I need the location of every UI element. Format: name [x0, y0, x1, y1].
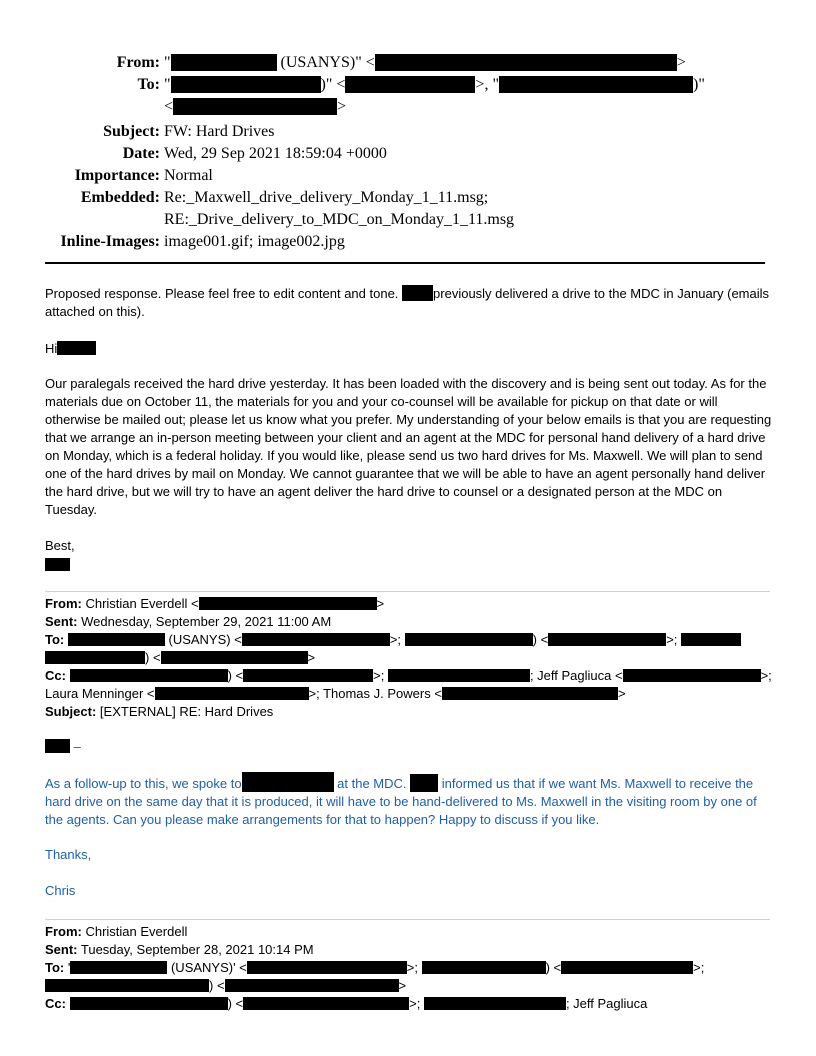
redaction-box: [45, 739, 70, 753]
redaction-box: [68, 633, 165, 646]
redaction-box: [442, 687, 618, 700]
redaction-box: [225, 979, 399, 992]
redaction-box: [375, 54, 677, 71]
redaction-box: [548, 633, 666, 646]
redaction-box: [410, 774, 438, 792]
header-embedded-row: Embedded: Re:_Maxwell_drive_delivery_Monday_1_11.msg;: [40, 187, 770, 209]
msg2-from-line: From: Christian Everdell: [45, 924, 188, 939]
redaction-box: [45, 651, 145, 664]
header-to-row: To: " )" < >, " )": [40, 74, 770, 96]
to-label: To:: [137, 76, 160, 93]
importance-value: Normal: [164, 167, 213, 184]
msg1-body: As a follow-up to this, we spoke to at the MDC. informed us that if we want Ms. Maxwell to receive the hard drive on the same day that it is produced, it will have to be hand-delivered to Ms. Maxwell in the visiting room by one of the agents. Can you please make arrangements for that to happen? Happy to discuss if you like.: [45, 775, 773, 829]
redaction-box: [70, 997, 228, 1010]
redaction-box: [45, 558, 70, 571]
msg2-sent-line: Sent: Tuesday, September 28, 2021 10:14 PM: [45, 942, 314, 957]
redaction-box: [173, 98, 337, 115]
redaction-box: [70, 669, 228, 682]
redaction-box: [402, 285, 433, 301]
redaction-box: [623, 669, 761, 682]
embedded-attachment-1[interactable]: Re:_Maxwell_drive_delivery_Monday_1_11.msg;: [164, 189, 489, 206]
header-date-row: Date: Wed, 29 Sep 2021 18:59:04 +0000: [40, 143, 770, 165]
header-inline-images-row: Inline-Images: image001.gif; image002.jpg: [40, 231, 770, 253]
redaction-box: [243, 997, 409, 1010]
msg1-cc-line-continued: Laura Menninger < >; Thomas J. Powers < >: [45, 686, 626, 701]
redaction-box: [247, 961, 407, 974]
redaction-box: [199, 597, 377, 610]
msg1-salutation: –: [45, 738, 773, 756]
redaction-box: [161, 651, 308, 664]
message-separator: [45, 919, 770, 920]
header-from-row: From: " (USANYS)" < >: [40, 52, 770, 74]
msg2-to-line-continued: ) < >: [45, 977, 775, 995]
intro-paragraph: Proposed response. Please feel free to edit content and tone. previously delivered a drive to the MDC in January (emails attached on this).: [45, 286, 770, 319]
redaction-box: [499, 76, 693, 93]
greeting: Hi: [45, 340, 773, 358]
embedded-attachment-2[interactable]: RE:_Drive_delivery_to_MDC_on_Monday_1_11.msg: [164, 211, 515, 228]
redaction-box: [171, 54, 277, 71]
msg1-subject-line: Subject: [EXTERNAL] RE: Hard Drives: [45, 704, 274, 719]
redaction-box: [424, 997, 566, 1010]
redaction-box: [242, 772, 334, 792]
redaction-box: [70, 961, 167, 974]
redaction-box: [388, 669, 530, 682]
msg1-signature: Chris: [45, 883, 76, 898]
inline-images-value[interactable]: image001.gif; image002.jpg: [164, 233, 345, 250]
header-importance-row: Importance: Normal: [40, 165, 770, 187]
redaction-box: [45, 979, 209, 992]
header-embedded-row-continued: [40, 209, 770, 231]
msg1-sent-line: Sent: Wednesday, September 29, 2021 11:00 AM: [45, 614, 332, 629]
redaction-box: [57, 341, 96, 355]
redaction-box: [681, 633, 741, 646]
msg1-to-line: To: (USANYS) < >; ) < >;: [45, 631, 775, 649]
header-to-row-continued: < >: [164, 98, 347, 115]
msg1-to-line-continued: ) < >: [45, 649, 775, 667]
signoff: Best,: [45, 538, 75, 553]
email-header: [40, 52, 770, 253]
from-label: From:: [116, 54, 160, 71]
msg2-cc-line: Cc: ) < >; ; Jeff Pagliuca: [45, 996, 648, 1011]
redaction-box: [422, 961, 546, 974]
redaction-box: [171, 76, 321, 93]
header-divider: [45, 262, 765, 264]
date-value: Wed, 29 Sep 2021 18:59:04 +0000: [164, 145, 387, 162]
msg1-from-line: From: Christian Everdell < >: [45, 596, 385, 611]
redaction-box: [561, 961, 693, 974]
redaction-box: [243, 669, 373, 682]
redaction-box: [345, 76, 475, 93]
msg2-to-line: To: ' (USANYS)' < >; ) < >;: [45, 960, 705, 975]
msg1-cc-line: Cc: ) < >; ; Jeff Pagliuca < >;: [45, 668, 772, 683]
main-paragraph: Our paralegals received the hard drive yesterday. It has been loaded with the discovery and is being sent out today. As for the materials due on October 11, the materials for you and your co-counsel will be available for pickup on that date or will otherwise be mailed out; please let us know what you prefer. My understanding of your below emails is that you are requesting that we arrange an in-person meeting between your client and an agent at the MDC for personal hand delivery of a hard drive on Monday, which is a federal holiday. If you would like, please send us two hard drives for Ms. Maxwell. We will plan to send one of the hard drives by mail on Monday. We cannot guarantee that we will be able to have an agent personally hand deliver the hard drive, but we will try to have an agent deliver the hard drive to counsel or a designated person at the MDC on Tuesday.: [45, 376, 772, 517]
redaction-box: [242, 633, 390, 646]
redaction-box: [405, 633, 533, 646]
redaction-box: [155, 687, 309, 700]
subject-value: FW: Hard Drives: [164, 123, 275, 140]
msg1-thanks: Thanks,: [45, 847, 92, 862]
message-separator: [45, 591, 770, 592]
header-subject-row: Subject: FW: Hard Drives: [40, 121, 770, 143]
